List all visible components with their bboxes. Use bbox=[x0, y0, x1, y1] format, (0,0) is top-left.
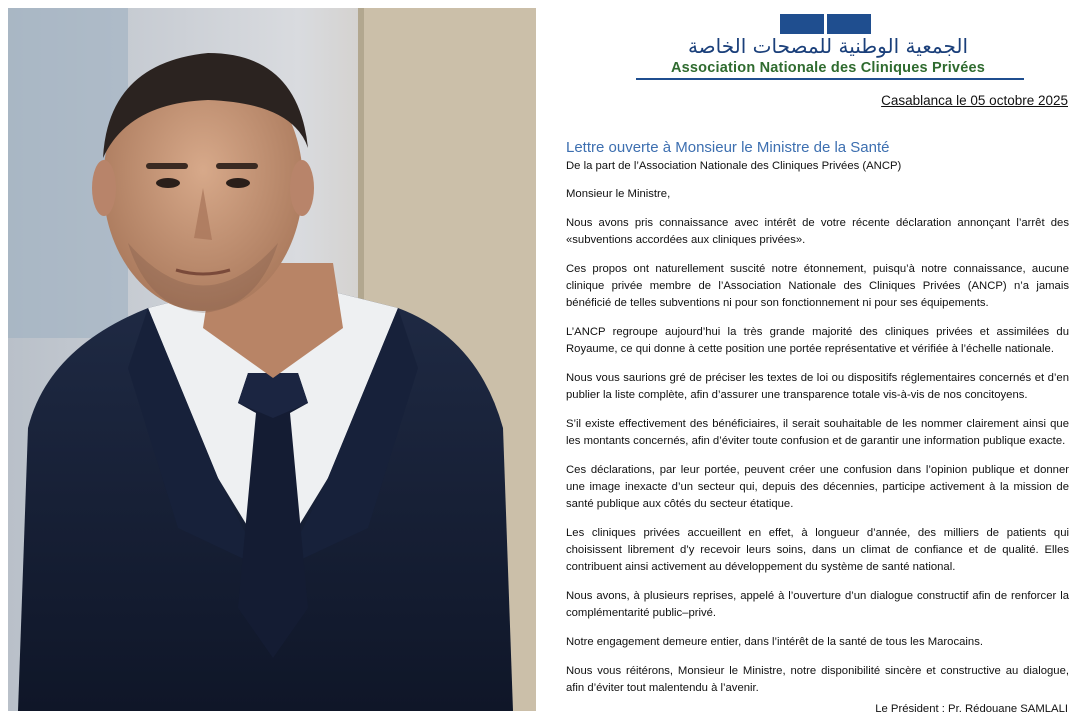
letter-from-line: De la part de l’Association Nationale des Cliniques Privées (ANCP) bbox=[566, 160, 902, 172]
open-letter bbox=[540, 0, 1080, 720]
letter-dateline: Casablanca le 05 octobre 2025 bbox=[881, 93, 1068, 108]
letterhead-divider bbox=[636, 78, 1024, 80]
letter-signature: Le Président : Pr. Rédouane SAMLALI bbox=[875, 703, 1068, 715]
portrait-illustration bbox=[8, 8, 536, 711]
letter-body bbox=[566, 186, 1069, 709]
letter-paragraph: Ces déclarations, par leur portée, peuvent créer une confusion dans l’opinion publique et donner une image inexacte d’un secteur qui, depuis des décennies, participe activement à la mission de santé publique aux côtés du secteur étatique. bbox=[566, 464, 1069, 510]
letter-paragraph: S’il existe effectivement des bénéficiaires, il serait souhaitable de les nommer clairement ainsi que les montants concernés, afin d’éviter toute confusion et de garantir une information publique exacte. bbox=[566, 418, 1069, 447]
letterhead-french-name: Association Nationale des Cliniques Privées bbox=[670, 60, 985, 76]
letter-paragraph: Nous avons pris connaissance avec intérêt de votre récente déclaration annonçant l’arrêt des «subventions accordées aux cliniques privées». bbox=[566, 217, 1069, 246]
ancp-logo-icon bbox=[780, 14, 874, 34]
letter-paragraph: Ces propos ont naturellement suscité notre étonnement, puisqu’à notre connaissance, aucune clinique privée membre de l’Association Nationale des Cliniques Privées (ANCP) n’a jamais bénéficié de telles subventions ni pour son fonctionnement ni pour ses équipements. bbox=[566, 263, 1069, 309]
letter-paragraph: Les cliniques privées accueillent en effet, à longueur d’année, des milliers de patients qui choisissent librement d’y recevoir leurs soins, dans un climat de confiance et de qualité. Elles contribuent ainsi activement au développement du système de santé national. bbox=[566, 527, 1069, 573]
letterhead-arabic-name: الجمعية الوطنية للمصحات الخاصة bbox=[687, 34, 969, 58]
letter-paragraph: Nous avons, à plusieurs reprises, appelé à l’ouverture d’un dialogue constructif afin de renforcer la complémentarité public–privé. bbox=[566, 590, 1069, 619]
letter-subject: Lettre ouverte à Monsieur le Ministre de la Santé bbox=[566, 139, 890, 156]
letter-salutation: Monsieur le Ministre, bbox=[566, 188, 671, 200]
letter-paragraph: Nous vous saurions gré de préciser les textes de loi ou dispositifs réglementaires concernés et d’en publier la liste complète, afin d’assurer une transparence totale vis-à-vis de nos concitoyens. bbox=[566, 372, 1069, 401]
letter-paragraph: Notre engagement demeure entier, dans l’intérêt de la santé de tous les Marocains. bbox=[566, 636, 983, 648]
letter-paragraph: Nous vous réitérons, Monsieur le Ministre, notre disponibilité sincère et constructive au dialogue, afin d’éviter tout malentendu à l’avenir. bbox=[566, 665, 1069, 694]
portrait-photo bbox=[8, 8, 536, 711]
letter-paragraph: L’ANCP regroupe aujourd’hui la très grande majorité des cliniques privées et assimilées du Royaume, ce qui donne à cette position une portée représentative et vérifiée à l’échelle nationale. bbox=[566, 326, 1069, 355]
